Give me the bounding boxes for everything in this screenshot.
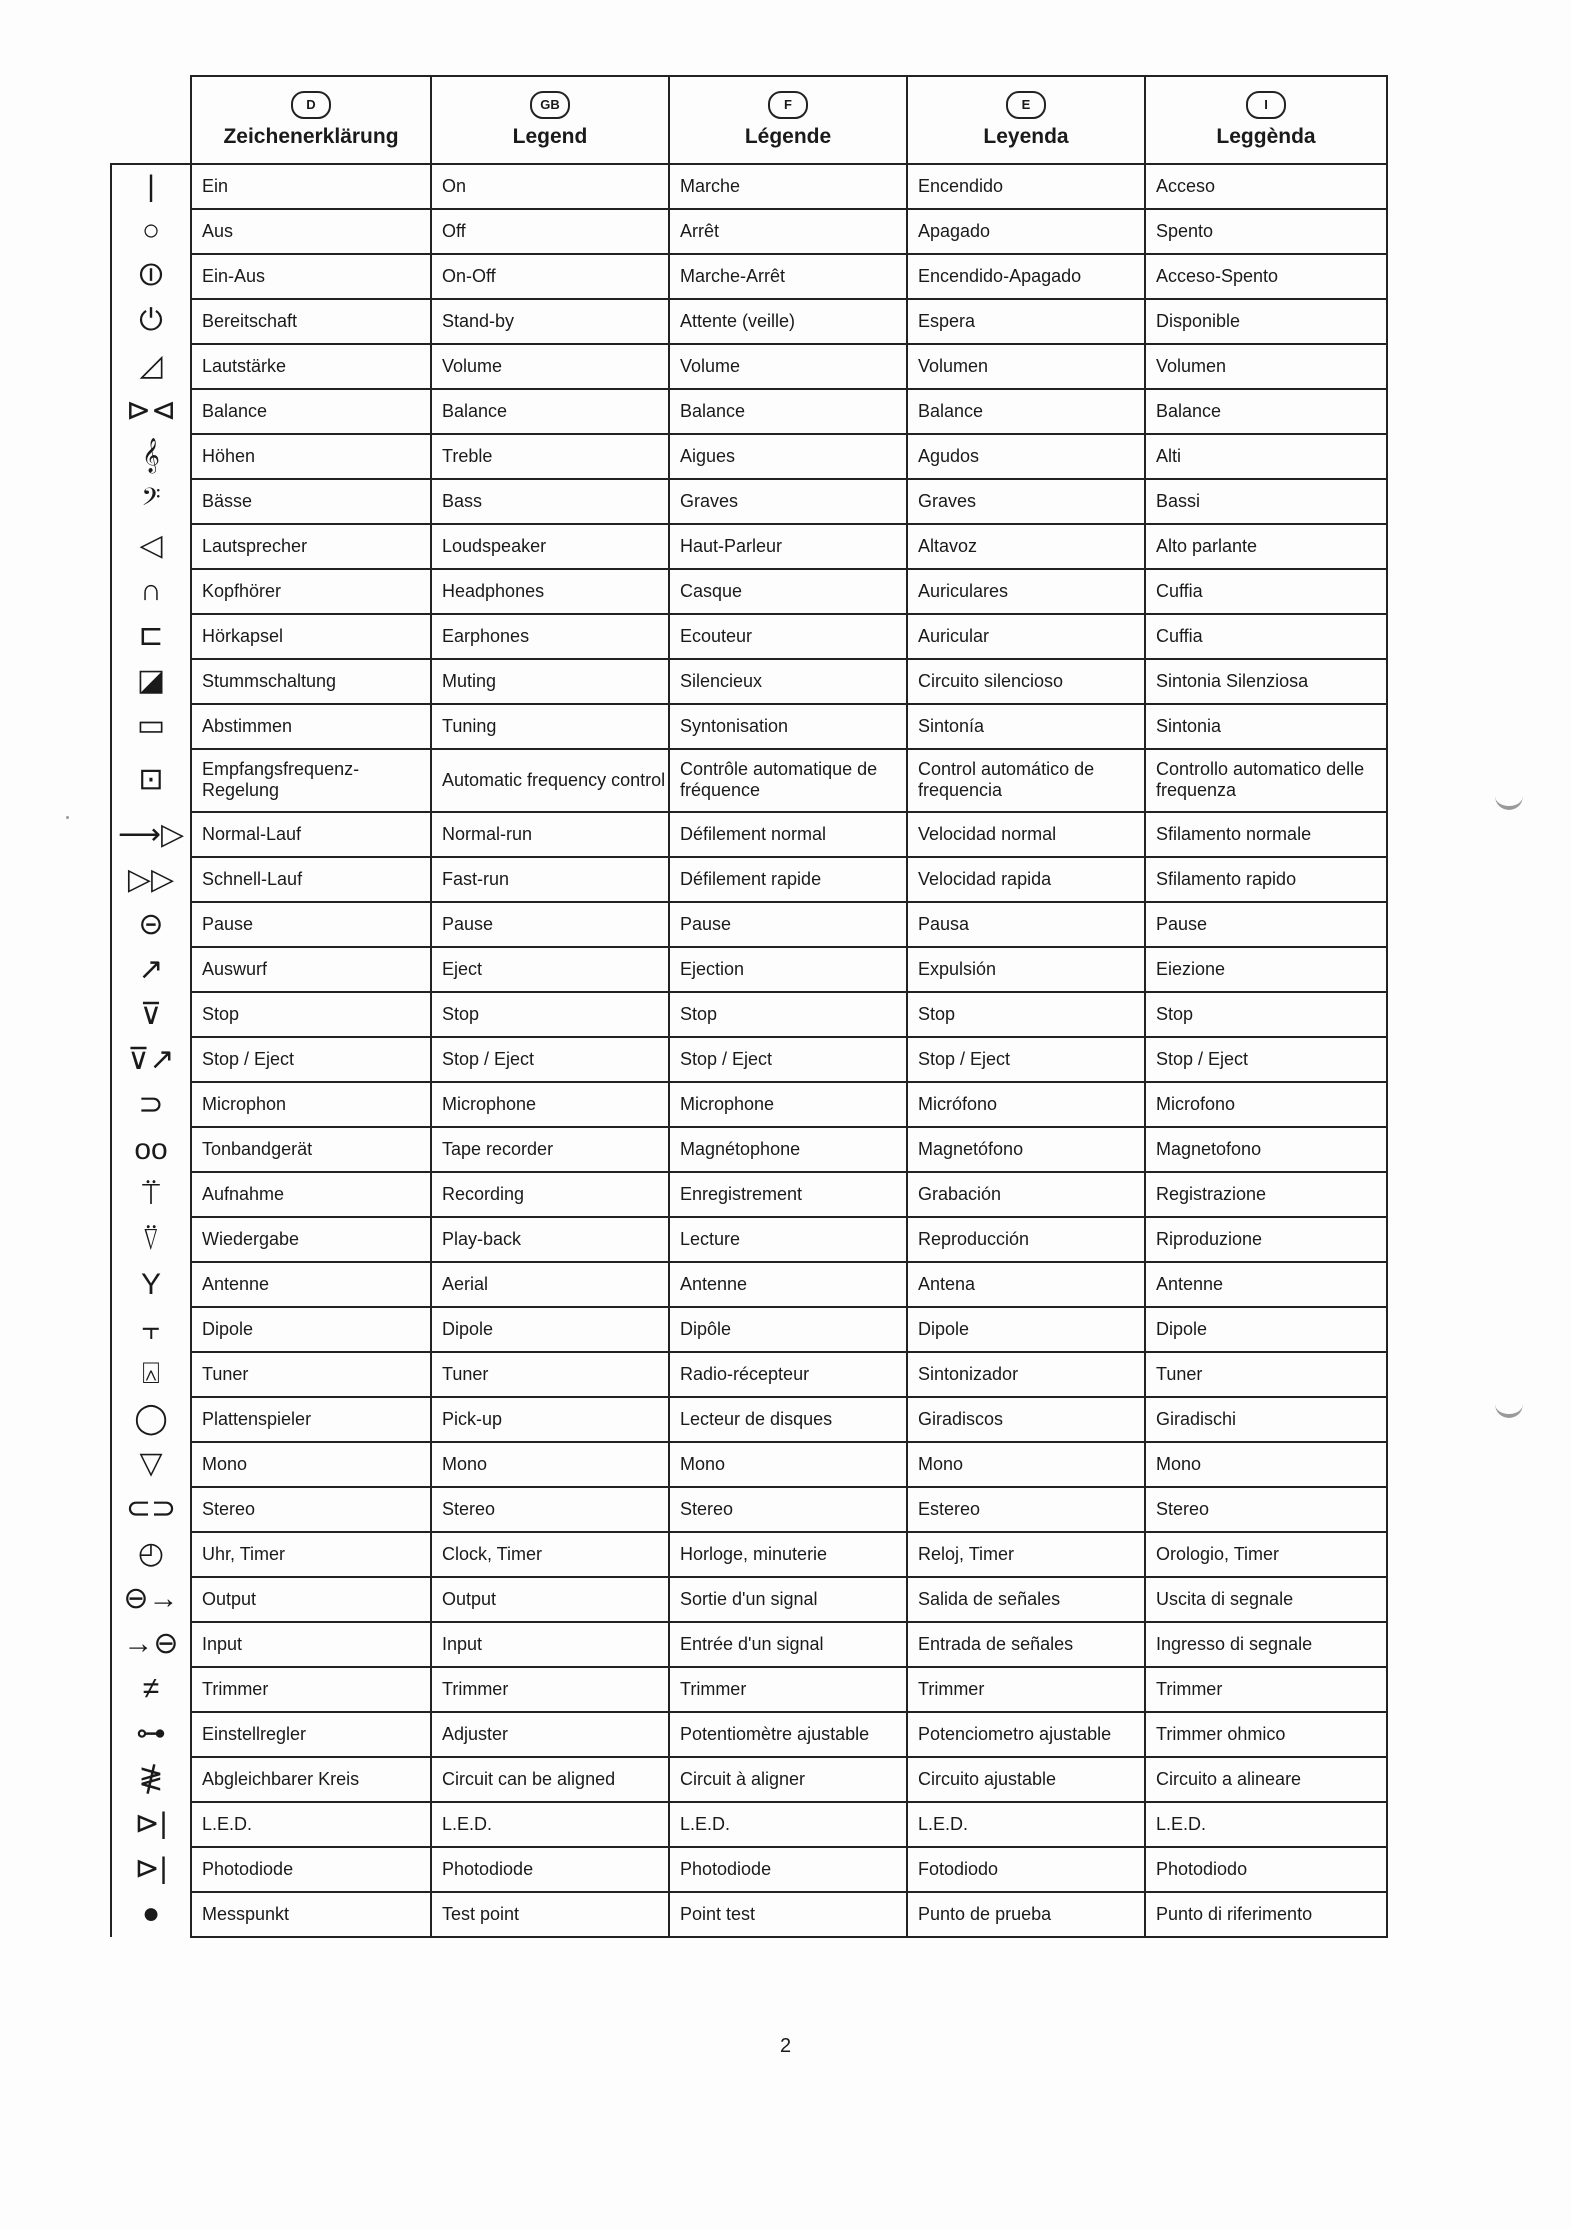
term-de: Trimmer: [191, 1667, 431, 1712]
header-title-en: Legend: [512, 125, 588, 148]
term-de: Abgleichbarer Kreis: [191, 1757, 431, 1802]
term-en: Headphones: [431, 569, 669, 614]
term-it: Registrazione: [1145, 1172, 1387, 1217]
term-de: Microphon: [191, 1082, 431, 1127]
term-de: Bereitschaft: [191, 299, 431, 344]
term-fr: Antenne: [669, 1262, 907, 1307]
antenna-icon: Y: [111, 1262, 191, 1307]
term-it: Cuffia: [1145, 614, 1387, 659]
term-en: Clock, Timer: [431, 1532, 669, 1577]
legend-row: [111, 1577, 1387, 1622]
term-it: Microfono: [1145, 1082, 1387, 1127]
legend-table: [110, 75, 1388, 1938]
legend-row: [111, 569, 1387, 614]
term-es: Volumen: [907, 344, 1145, 389]
term-es: Circuito silencioso: [907, 659, 1145, 704]
term-de: Tuner: [191, 1352, 431, 1397]
header-german: [191, 76, 431, 164]
term-it: Sfilamento rapido: [1145, 857, 1387, 902]
term-en: Circuit can be aligned: [431, 1757, 669, 1802]
term-en: Input: [431, 1622, 669, 1667]
term-it: Acceso-Spento: [1145, 254, 1387, 299]
term-de: Ein-Aus: [191, 254, 431, 299]
term-fr: Mono: [669, 1442, 907, 1487]
term-en: Earphones: [431, 614, 669, 659]
term-es: Control automático de frequencia: [907, 749, 1145, 812]
term-it: Controllo automatico delle frequenza: [1145, 749, 1387, 812]
term-es: Velocidad rapida: [907, 857, 1145, 902]
legend-row: [111, 1217, 1387, 1262]
term-en: Fast-run: [431, 857, 669, 902]
term-en: Automatic frequency control: [431, 749, 669, 812]
term-de: Uhr, Timer: [191, 1532, 431, 1577]
term-it: Stop: [1145, 992, 1387, 1037]
legend-row: [111, 164, 1387, 209]
legend-row: [111, 659, 1387, 704]
trimmer-icon: ≠: [111, 1667, 191, 1712]
term-fr: Marche: [669, 164, 907, 209]
term-fr: Pause: [669, 902, 907, 947]
term-es: Stop: [907, 992, 1145, 1037]
term-en: Play-back: [431, 1217, 669, 1262]
normal-run-icon: ⟶▷: [111, 812, 191, 857]
bass-clef-icon: 𝄢: [111, 479, 191, 524]
term-en: Stop: [431, 992, 669, 1037]
term-en: Recording: [431, 1172, 669, 1217]
scan-speck: [66, 816, 69, 819]
term-es: Entrada de señales: [907, 1622, 1145, 1667]
legend-row: [111, 1307, 1387, 1352]
stereo-icon: ⊂⊃: [111, 1487, 191, 1532]
term-fr: Stereo: [669, 1487, 907, 1532]
term-es: Dipole: [907, 1307, 1145, 1352]
term-it: Punto di riferimento: [1145, 1892, 1387, 1937]
term-en: Eject: [431, 947, 669, 992]
term-it: Tuner: [1145, 1352, 1387, 1397]
term-es: Apagado: [907, 209, 1145, 254]
legend-row: [111, 749, 1387, 812]
term-fr: Stop / Eject: [669, 1037, 907, 1082]
term-fr: Aigues: [669, 434, 907, 479]
header-spanish: [907, 76, 1145, 164]
term-en: Treble: [431, 434, 669, 479]
legend-row: [111, 209, 1387, 254]
legend-row: [111, 434, 1387, 479]
term-it: Stereo: [1145, 1487, 1387, 1532]
term-de: Antenne: [191, 1262, 431, 1307]
term-fr: Enregistrement: [669, 1172, 907, 1217]
term-de: Stummschaltung: [191, 659, 431, 704]
header-title-es: Leyenda: [983, 125, 1069, 148]
legend-row: [111, 1757, 1387, 1802]
term-en: Pick-up: [431, 1397, 669, 1442]
term-es: Giradiscos: [907, 1397, 1145, 1442]
term-it: Acceso: [1145, 164, 1387, 209]
term-en: Volume: [431, 344, 669, 389]
term-it: Dipole: [1145, 1307, 1387, 1352]
term-en: L.E.D.: [431, 1802, 669, 1847]
legend-row: [111, 1172, 1387, 1217]
term-en: Output: [431, 1577, 669, 1622]
term-es: Sintonizador: [907, 1352, 1145, 1397]
legend-row: [111, 614, 1387, 659]
legend-row: [111, 1442, 1387, 1487]
term-fr: Potentiomètre ajustable: [669, 1712, 907, 1757]
loudspeaker-icon: ◁: [111, 524, 191, 569]
term-es: Salida de señales: [907, 1577, 1145, 1622]
eject-icon: ↗: [111, 947, 191, 992]
volume-icon: ◿: [111, 344, 191, 389]
legend-body: [111, 164, 1387, 1937]
term-it: Riproduzione: [1145, 1217, 1387, 1262]
term-fr: Entrée d'un signal: [669, 1622, 907, 1667]
legend-row: [111, 389, 1387, 434]
legend-row: [111, 1532, 1387, 1577]
term-de: Photodiode: [191, 1847, 431, 1892]
term-es: Agudos: [907, 434, 1145, 479]
term-it: Trimmer ohmico: [1145, 1712, 1387, 1757]
term-en: Test point: [431, 1892, 669, 1937]
term-it: Uscita di segnale: [1145, 1577, 1387, 1622]
legend-row: [111, 1667, 1387, 1712]
balance-icon: ⊳⊲: [111, 389, 191, 434]
term-es: Trimmer: [907, 1667, 1145, 1712]
term-es: Encendido: [907, 164, 1145, 209]
term-fr: Dipôle: [669, 1307, 907, 1352]
term-es: Micrófono: [907, 1082, 1145, 1127]
term-de: Wiedergabe: [191, 1217, 431, 1262]
input-icon: →⊖: [111, 1622, 191, 1667]
power-on-off-icon: ⏼: [111, 254, 191, 299]
legend-row: [111, 947, 1387, 992]
playback-icon: ⍢: [111, 1217, 191, 1262]
legend-row: [111, 1802, 1387, 1847]
term-it: Alti: [1145, 434, 1387, 479]
term-en: Tape recorder: [431, 1127, 669, 1172]
header-corner: [111, 76, 191, 164]
legend-row: [111, 902, 1387, 947]
legend-row: [111, 1262, 1387, 1307]
term-es: Grabación: [907, 1172, 1145, 1217]
country-badge-i: I: [1246, 91, 1286, 119]
stop-icon: ⊽: [111, 992, 191, 1037]
term-fr: Graves: [669, 479, 907, 524]
term-en: Adjuster: [431, 1712, 669, 1757]
tuner-icon: ⍓: [111, 1352, 191, 1397]
term-es: L.E.D.: [907, 1802, 1145, 1847]
term-es: Sintonía: [907, 704, 1145, 749]
term-it: Stop / Eject: [1145, 1037, 1387, 1082]
mono-icon: ▽: [111, 1442, 191, 1487]
term-fr: Stop: [669, 992, 907, 1037]
term-en: Stereo: [431, 1487, 669, 1532]
term-fr: Photodiode: [669, 1847, 907, 1892]
record-player-icon: ◯: [111, 1397, 191, 1442]
output-icon: ⊖→: [111, 1577, 191, 1622]
term-es: Expulsión: [907, 947, 1145, 992]
term-fr: Contrôle automatique de fréquence: [669, 749, 907, 812]
tuning-icon: ▭: [111, 704, 191, 749]
term-es: Graves: [907, 479, 1145, 524]
legend-row: [111, 1487, 1387, 1532]
term-fr: Haut-Parleur: [669, 524, 907, 569]
legend-row: [111, 1127, 1387, 1172]
term-it: Alto parlante: [1145, 524, 1387, 569]
adjuster-icon: ⊶: [111, 1712, 191, 1757]
legend-row: [111, 1847, 1387, 1892]
term-it: Giradischi: [1145, 1397, 1387, 1442]
term-en: Dipole: [431, 1307, 669, 1352]
term-en: Photodiode: [431, 1847, 669, 1892]
term-it: Eiezione: [1145, 947, 1387, 992]
test-point-icon: ●: [111, 1892, 191, 1937]
term-en: Balance: [431, 389, 669, 434]
term-fr: Marche-Arrêt: [669, 254, 907, 299]
term-de: Hörkapsel: [191, 614, 431, 659]
term-es: Reloj, Timer: [907, 1532, 1145, 1577]
term-fr: Circuit à aligner: [669, 1757, 907, 1802]
term-de: Lautstärke: [191, 344, 431, 389]
term-it: Mono: [1145, 1442, 1387, 1487]
term-fr: Microphone: [669, 1082, 907, 1127]
headphones-icon: ∩: [111, 569, 191, 614]
standby-icon: ⏻: [111, 299, 191, 344]
term-es: Balance: [907, 389, 1145, 434]
term-it: Orologio, Timer: [1145, 1532, 1387, 1577]
term-fr: Lecture: [669, 1217, 907, 1262]
legend-row: [111, 1892, 1387, 1937]
term-de: Input: [191, 1622, 431, 1667]
term-es: Reproducción: [907, 1217, 1145, 1262]
term-fr: Arrêt: [669, 209, 907, 254]
header-title-de: Zeichenerklärung: [223, 125, 399, 148]
term-de: Dipole: [191, 1307, 431, 1352]
country-badge-gb: GB: [530, 91, 570, 119]
term-it: Sintonia Silenziosa: [1145, 659, 1387, 704]
legend-row: [111, 254, 1387, 299]
term-de: Auswurf: [191, 947, 431, 992]
term-es: Fotodiodo: [907, 1847, 1145, 1892]
term-fr: Lecteur de disques: [669, 1397, 907, 1442]
term-it: Circuito a alineare: [1145, 1757, 1387, 1802]
term-it: Disponible: [1145, 299, 1387, 344]
term-en: On-Off: [431, 254, 669, 299]
term-es: Magnetófono: [907, 1127, 1145, 1172]
term-it: Ingresso di segnale: [1145, 1622, 1387, 1667]
country-badge-f: F: [768, 91, 808, 119]
term-en: Stand-by: [431, 299, 669, 344]
term-de: L.E.D.: [191, 1802, 431, 1847]
term-en: Normal-run: [431, 812, 669, 857]
term-de: Plattenspieler: [191, 1397, 431, 1442]
term-fr: Magnétophone: [669, 1127, 907, 1172]
term-it: Cuffia: [1145, 569, 1387, 614]
afc-icon: ⊡: [111, 749, 191, 812]
earphone-icon: ⊏: [111, 614, 191, 659]
clock-timer-icon: ◴: [111, 1532, 191, 1577]
term-de: Pause: [191, 902, 431, 947]
recording-icon: ⍡: [111, 1172, 191, 1217]
term-en: Microphone: [431, 1082, 669, 1127]
term-fr: Point test: [669, 1892, 907, 1937]
legend-row: [111, 1082, 1387, 1127]
term-fr: Ejection: [669, 947, 907, 992]
photodiode-icon: ⊳|: [111, 1847, 191, 1892]
term-de: Normal-Lauf: [191, 812, 431, 857]
term-es: Estereo: [907, 1487, 1145, 1532]
power-off-circle-icon: ○: [111, 209, 191, 254]
header-italian: [1145, 76, 1387, 164]
term-de: Stop / Eject: [191, 1037, 431, 1082]
term-es: Punto de prueba: [907, 1892, 1145, 1937]
legend-row: [111, 344, 1387, 389]
term-fr: Syntonisation: [669, 704, 907, 749]
term-en: Aerial: [431, 1262, 669, 1307]
term-it: L.E.D.: [1145, 1802, 1387, 1847]
legend-row: [111, 1712, 1387, 1757]
term-de: Balance: [191, 389, 431, 434]
term-de: Messpunkt: [191, 1892, 431, 1937]
term-es: Potenciometro ajustable: [907, 1712, 1145, 1757]
header-english: [431, 76, 669, 164]
term-es: Pausa: [907, 902, 1145, 947]
term-fr: Sortie d'un signal: [669, 1577, 907, 1622]
legend-row: [111, 704, 1387, 749]
aligned-circuit-icon: ≹: [111, 1757, 191, 1802]
legend-row: [111, 1397, 1387, 1442]
term-fr: Balance: [669, 389, 907, 434]
term-fr: Radio-récepteur: [669, 1352, 907, 1397]
legend-row: [111, 1352, 1387, 1397]
legend-row: [111, 992, 1387, 1037]
term-en: Trimmer: [431, 1667, 669, 1712]
fast-run-icon: ▷▷: [111, 857, 191, 902]
legend-row: [111, 857, 1387, 902]
term-de: Tonbandgerät: [191, 1127, 431, 1172]
treble-clef-icon: 𝄞: [111, 434, 191, 479]
country-badge-de: D: [291, 91, 331, 119]
term-es: Auricular: [907, 614, 1145, 659]
stop-eject-icon: ⊽↗: [111, 1037, 191, 1082]
term-de: Einstellregler: [191, 1712, 431, 1757]
legend-row: [111, 812, 1387, 857]
microphone-icon: ⊃: [111, 1082, 191, 1127]
term-de: Kopfhörer: [191, 569, 431, 614]
term-de: Aufnahme: [191, 1172, 431, 1217]
header-title-fr: Légende: [744, 125, 832, 148]
page-number: 2: [779, 2035, 792, 2057]
term-it: Volumen: [1145, 344, 1387, 389]
muting-icon: ◪: [111, 659, 191, 704]
term-fr: Défilement rapide: [669, 857, 907, 902]
term-es: Auriculares: [907, 569, 1145, 614]
term-en: Tuner: [431, 1352, 669, 1397]
term-de: Mono: [191, 1442, 431, 1487]
term-de: Aus: [191, 209, 431, 254]
term-it: Bassi: [1145, 479, 1387, 524]
term-en: Pause: [431, 902, 669, 947]
country-badge-e: E: [1006, 91, 1046, 119]
term-de: Stop: [191, 992, 431, 1037]
term-fr: Ecouteur: [669, 614, 907, 659]
term-es: Antena: [907, 1262, 1145, 1307]
term-es: Velocidad normal: [907, 812, 1145, 857]
legend-header: [111, 76, 1387, 164]
pause-icon: ⊝: [111, 902, 191, 947]
term-de: Empfangsfrequenz-Regelung: [191, 749, 431, 812]
term-fr: L.E.D.: [669, 1802, 907, 1847]
term-fr: Silencieux: [669, 659, 907, 704]
legend-row: [111, 1037, 1387, 1082]
term-it: Magnetofono: [1145, 1127, 1387, 1172]
term-en: Mono: [431, 1442, 669, 1487]
term-it: Sintonia: [1145, 704, 1387, 749]
term-es: Circuito ajustable: [907, 1757, 1145, 1802]
legend-row: [111, 299, 1387, 344]
term-fr: Attente (veille): [669, 299, 907, 344]
term-en: Off: [431, 209, 669, 254]
header-title-it: Leggènda: [1216, 125, 1316, 148]
power-on-line-icon: |: [111, 164, 191, 209]
term-es: Espera: [907, 299, 1145, 344]
term-de: Stereo: [191, 1487, 431, 1532]
term-de: Höhen: [191, 434, 431, 479]
term-en: Stop / Eject: [431, 1037, 669, 1082]
term-de: Schnell-Lauf: [191, 857, 431, 902]
term-de: Output: [191, 1577, 431, 1622]
header-french: [669, 76, 907, 164]
term-it: Sfilamento normale: [1145, 812, 1387, 857]
term-it: Spento: [1145, 209, 1387, 254]
term-de: Ein: [191, 164, 431, 209]
term-de: Lautsprecher: [191, 524, 431, 569]
term-es: Mono: [907, 1442, 1145, 1487]
term-es: Altavoz: [907, 524, 1145, 569]
tape-recorder-icon: oo: [111, 1127, 191, 1172]
legend-row: [111, 1622, 1387, 1667]
dipole-icon: ⫟: [111, 1307, 191, 1352]
term-es: Stop / Eject: [907, 1037, 1145, 1082]
led-icon: ⊳|: [111, 1802, 191, 1847]
term-de: Bässe: [191, 479, 431, 524]
legend-row: [111, 479, 1387, 524]
term-fr: Volume: [669, 344, 907, 389]
term-de: Abstimmen: [191, 704, 431, 749]
term-it: Trimmer: [1145, 1667, 1387, 1712]
term-en: Muting: [431, 659, 669, 704]
legend-row: [111, 524, 1387, 569]
term-it: Photodiodo: [1145, 1847, 1387, 1892]
term-it: Antenne: [1145, 1262, 1387, 1307]
term-fr: Défilement normal: [669, 812, 907, 857]
term-fr: Casque: [669, 569, 907, 614]
term-en: Bass: [431, 479, 669, 524]
term-fr: Horloge, minuterie: [669, 1532, 907, 1577]
term-en: Loudspeaker: [431, 524, 669, 569]
term-en: Tuning: [431, 704, 669, 749]
term-it: Balance: [1145, 389, 1387, 434]
term-es: Encendido-Apagado: [907, 254, 1145, 299]
term-fr: Trimmer: [669, 1667, 907, 1712]
term-it: Pause: [1145, 902, 1387, 947]
term-en: On: [431, 164, 669, 209]
